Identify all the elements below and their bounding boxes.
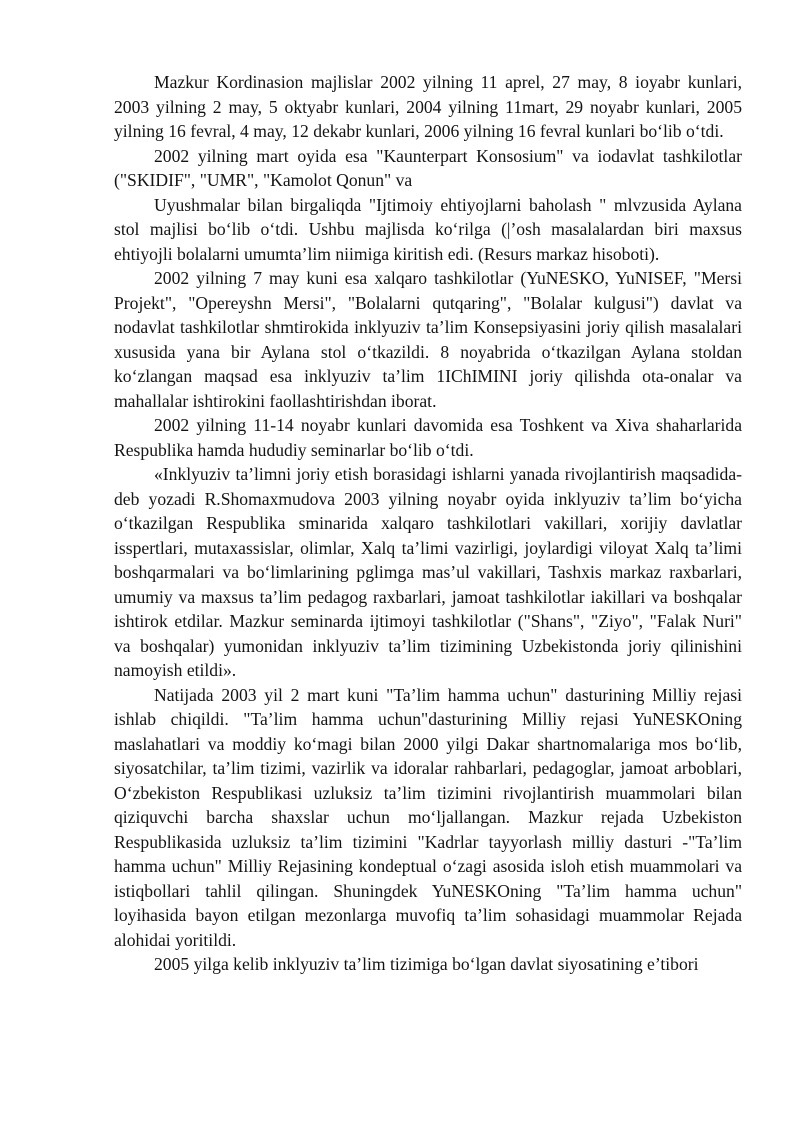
paragraph-5: 2002 yilning 11-14 noyabr kunlari davomida esa Toshkent va Xiva shaharlarida Respublika hamda hududiy seminarlar bo‘lib o‘tdi. (114, 415, 742, 460)
paragraph-4: 2002 yilning 7 may kuni esa xalqaro tashkilotlar (YuNESKO, YuNISEF, "Mersi Projekt", "Opereyshn Mersi", "Bolalarni qutqaring", "Bolalar kulgusi") davlat va nodavlat tashkilotlar shmtirokida inklyuziv ta’lim Konsepsiyasini joriy qilish masalalari xususida yana bir Aylana stol o‘tkazildi. 8 noyabrida o‘tkazilgan Aylana stoldan ko‘zlangan maqsad esa inklyuziv ta’lim 1IChIMINI joriy qilishda ota-onalar va mahallalar ishtirokini faollashtirishdan iborat. (114, 268, 742, 411)
paragraph-1: Mazkur Kordinasion majlislar 2002 yilning 11 aprel, 27 may, 8 ioyabr kunlari, 2003 yilning 2 may, 5 oktyabr kunlari, 2004 yilning 11mart, 29 noyabr kunlari, 2005 yilning 16 fevral, 4 may, 12 dekabr kunlari, 2006 yilning 16 fevral kunlari bo‘lib o‘tdi. (114, 72, 742, 141)
paragraph-8: 2005 yilga kelib inklyuziv ta’lim tizimiga bo‘lgan davlat siyosatining e’tibori (154, 954, 699, 974)
paragraph-7: Natijada 2003 yil 2 mart kuni "Ta’lim hamma uchun" dasturining Milliy rejasi ishlab chiqildi. "Ta’lim hamma uchun"dasturining Milliy rejasi YuNESKOning maslahatlari va moddiy ko‘magi bilan 2000 yilgi Dakar shartnomalariga mos bo‘lib, siyosatchilar, ta’lim tizimi, vazirlik va idoralar rahbarlari, pedagoglar, jamoat arboblari, O‘zbekiston Respublikasi uzluksiz ta’lim tizimini rivojlantirish muammolari bilan qiziquvchi barcha shaxslar uchun mo‘ljallangan. Mazkur rejada Uzbekiston Respublikasida uzluksiz ta’lim tizimini "Kadrlar tayyorlash milliy dasturi -"Ta’lim hamma uchun" Milliy Rejasining kondeptual o‘zagi asosida isloh etish muammolari va istiqbollari tahlil qilingan. Shuningdek YuNESKOning "Ta’lim hamma uchun" loyihasida bayon etilgan mezonlarga muvofiq ta’lim sohasidagi muammolar Rejada alohidai yoritildi. (114, 684, 742, 950)
paragraph-2: 2002 yilning mart oyida esa "Kaunterpart Konsosium" va iodavlat tashkilotlar ("SKIDIF", "UMR", "Kamolot Qonun" va (114, 145, 742, 190)
paragraph-3: Uyushmalar bilan birgaliqda "Ijtimoiy ehtiyojlarni baholash " mlvzusida Aylana stol majlisi bo‘lib o‘tdi. Ushbu majlisda ko‘rilga (|’osh masalalardan biri maxsus ehtiyojli bolalarni umumta’lim niimiga kiritish edi. (Resurs markaz hisoboti). (114, 194, 742, 264)
paragraph-6: «Inklyuziv ta’limni joriy etish borasidagi ishlarni yanada rivojlantirish maqsadida-deb yozadi R.Shomaxmudova 2003 yilning noyabr oyida inklyuziv ta’lim bo‘yicha o‘tkazilgan Respublika sminarida xalqaro tashkilotlari vakillari, xorijiy davlatlar isspertlari, mutaxassislar, olimlar, Xalq ta’limi vazirligi, joylardigi viloyat Xalq ta’limi boshqarmalari va bo‘limlarining pglimga mas’ul vakillari, Tashxis markaz raxbarlari, umumiy va maxsus ta’lim pedagog raxbarlari, jamoat tashkilotlar iakillari va boshqalar ishtirok etdilar. Mazkur seminarda ijtimoyi tashkilotlar ("Shans", "Ziyo", "Falak Nuri" va boshqalar) yumonidan inklyuziv ta’lim tizimining Uzbekistonda joriy qilinishini namoyish etildi». (114, 464, 742, 680)
document-page (114, 70, 742, 977)
